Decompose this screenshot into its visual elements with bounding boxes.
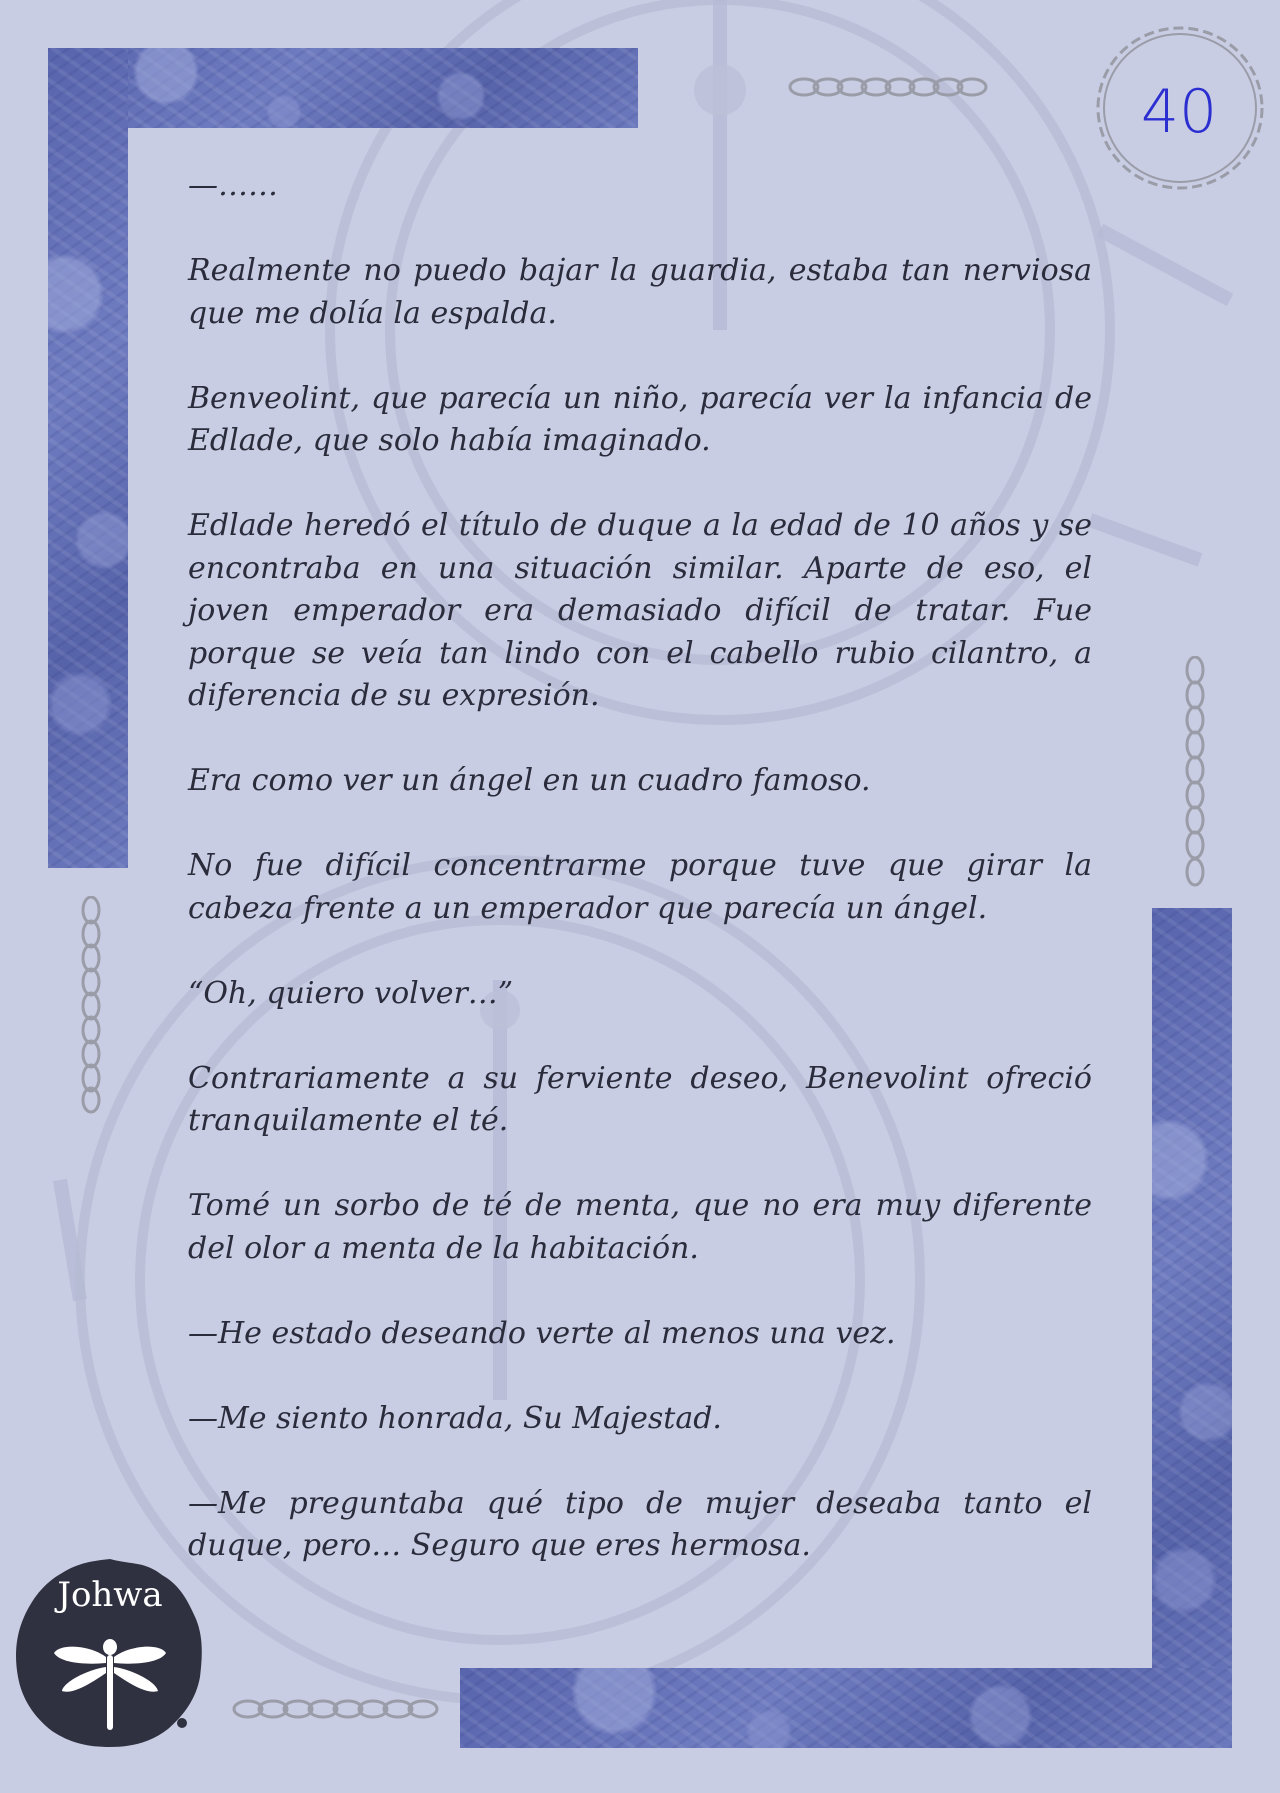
group-logo xyxy=(12,1555,208,1751)
paragraph: Tomé un sorbo de té de menta, que no era muy diferente del olor a menta de la habitación. xyxy=(188,1188,1092,1266)
paragraph: —Me preguntaba qué tipo de mujer deseaba tanto el duque, pero… Seguro que eres hermosa. xyxy=(188,1485,1092,1563)
frame-bottom-bar xyxy=(460,1668,1232,1748)
paragraph: —Me siento honrada, Su Majestad. xyxy=(188,1400,722,1436)
paragraph: Era como ver un ángel en un cuadro famoso. xyxy=(188,763,871,798)
page-number: 40 xyxy=(1140,77,1218,147)
chain-bottom-ornament xyxy=(232,1694,444,1724)
paragraph: —…… xyxy=(188,168,278,203)
dragonfly-icon xyxy=(50,1625,170,1735)
paragraph: No fue difícil concentrarme porque tuve que girar la cabeza frente a un emperador que parecía un ángel. xyxy=(188,848,1092,926)
chain-top-ornament xyxy=(788,72,988,102)
paragraph: Realmente no puedo bajar la guardia, estaba tan nerviosa que me dolía la espalda. xyxy=(188,253,1092,331)
paragraph: —He estado deseando verte al menos una vez. xyxy=(188,1315,896,1351)
chain-right-ornament xyxy=(1180,656,1210,888)
paragraph: Contrariamente a su ferviente deseo, Benevolint ofreció tranquilamente el té. xyxy=(188,1060,1092,1138)
paragraph: “Oh, quiero volver…” xyxy=(188,975,514,1011)
frame-left-bar xyxy=(48,48,128,868)
frame-top-bar xyxy=(48,48,638,128)
paragraph: Benveolint, que parecía un niño, parecía ver la infancia de Edlade, que solo había imaginado. xyxy=(188,380,1092,458)
paragraph: Edlade heredó el título de duque a la edad de 10 años y se encontraba en una situación similar. Aparte de eso, el joven emperador era demasiado difícil de tratar. Fue porque se veía tan lindo con el cabello rubio cilantro, a diferencia de su expresión. xyxy=(188,508,1092,713)
logo-text: Johwa xyxy=(57,1575,163,1615)
frame-right-bar xyxy=(1152,908,1232,1748)
chain-left-ornament xyxy=(76,896,106,1114)
body-text xyxy=(188,165,1092,1568)
